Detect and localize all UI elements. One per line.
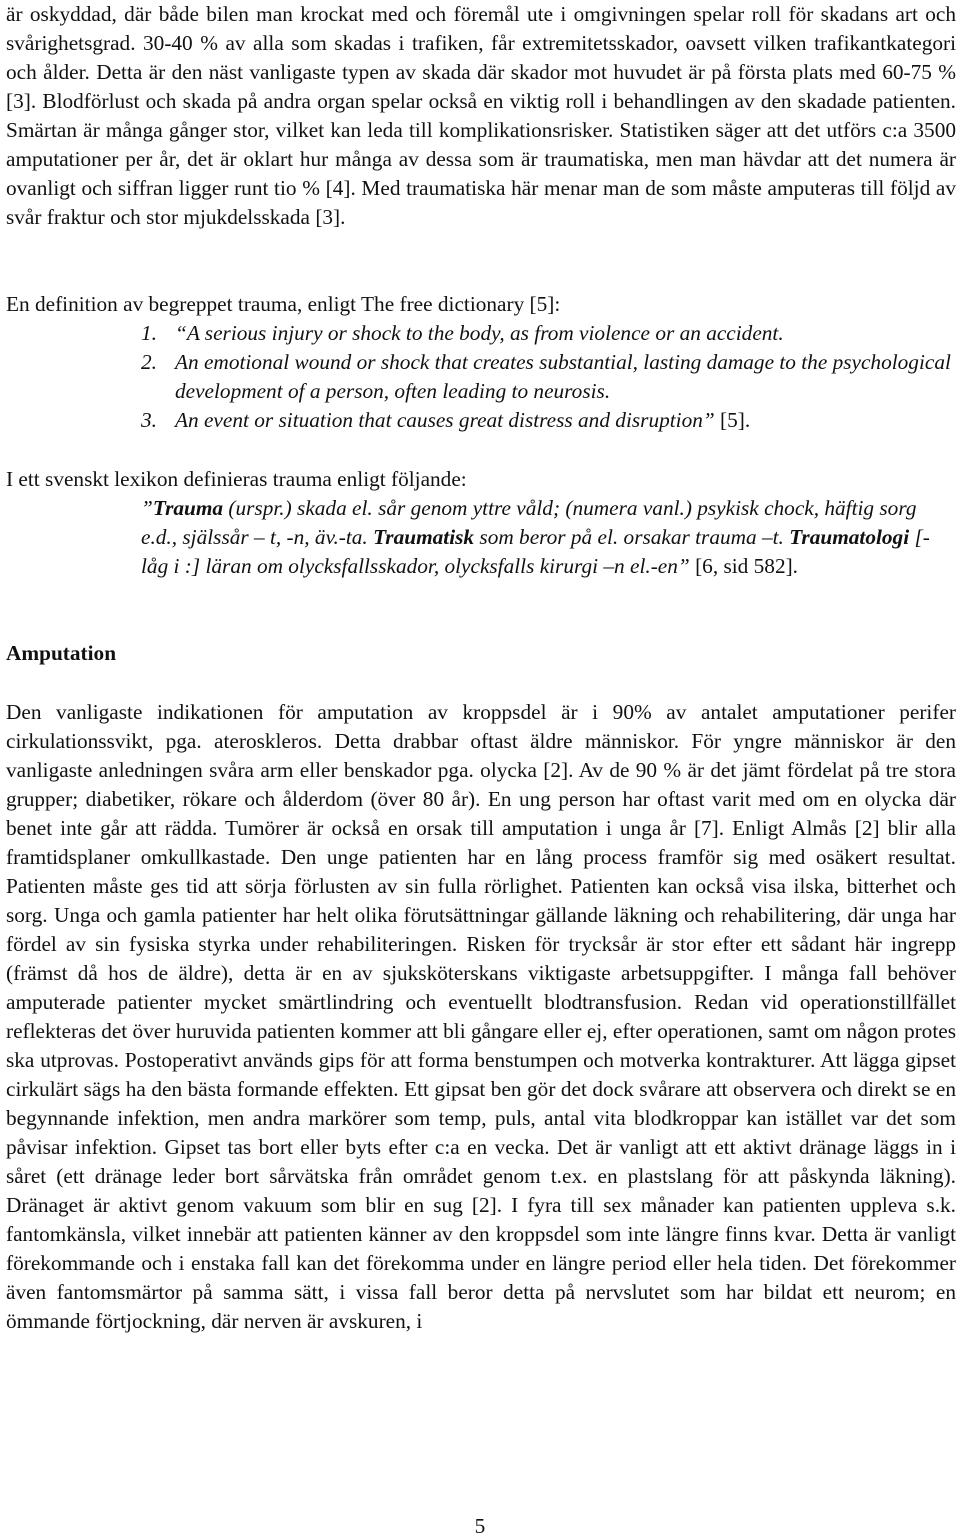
definition-intro: En definition av begreppet trauma, enligt The free dictionary [5]: — [6, 292, 561, 316]
definition-list — [6, 319, 956, 435]
list-item-number: 3. — [141, 408, 157, 432]
spacer — [6, 232, 956, 290]
lexicon-intro: I ett svenskt lexikon definieras trauma enligt följande: — [6, 467, 467, 491]
list-item-number: 1. — [141, 321, 157, 345]
spacer — [6, 581, 956, 639]
list-item — [6, 319, 956, 348]
list-item — [6, 348, 956, 406]
spacer — [6, 668, 956, 698]
lexicon-term: Traumatisk — [373, 525, 475, 549]
page-number: 5 — [474, 1514, 486, 1538]
lexicon-term: Traumatologi — [789, 525, 910, 549]
document-page — [6, 0, 956, 1336]
list-item-text: “A serious injury or shock to the body, as from violence or an accident. — [175, 321, 784, 345]
list-item — [6, 406, 956, 435]
intro-paragraph: är oskyddad, där både bilen man krockat med och föremål ute i omgivningen spelar roll för skadans art och svårighetsgrad. 30-40 % av alla som skadas i trafiken, får extremitetsskador, oavsett vilken trafikantkategori och ålder. Detta är den näst vanligaste typen av skada där skador mot huvudet är på första plats med 60-75 % [3]. Blodförlust och skada på andra organ spelar också en viktig roll i behandlingen av den skadade patienten. Smärtan är många gånger stor, vilket kan leda till komplikationsrisker. Statistiken säger att det utförs c:a 3500 amputationer per år, det är oklart hur många av dessa som är traumatiska, men man hävdar att det numera är ovanligt och siffran ligger runt tio % [4]. Med traumatiska här menar man de som måste amputeras till följd av svår fraktur och stor mjukdelsskada [3]. — [6, 2, 956, 229]
lexicon-text: som beror på el. orsakar trauma –t. — [474, 525, 790, 549]
list-item-number: 2. — [141, 350, 157, 374]
lexicon-open-quote: ” — [141, 496, 153, 520]
lexicon-text: [-låg i :] läran om olycksfallsskador, olycksfalls kirurgi –n el.-en” — [141, 525, 930, 578]
lexicon-quote — [141, 494, 956, 581]
citation: [5]. — [714, 408, 751, 432]
lexicon-term: Trauma — [152, 496, 224, 520]
list-item-text — [175, 406, 955, 435]
spacer — [6, 435, 956, 465]
amputation-paragraph: Den vanligaste indikationen för amputation av kroppsdel är i 90% av antalet amputationer perifer cirkulationssvikt, pga. ateroskleros. Detta drabbar oftast äldre människor. För yngre människor är den vanligaste anledningen svåra arm eller benskador pga. olycka [2]. Av de 90 % är det jämt fördelat på tre stora grupper; diabetiker, rökare och ålderdom (över 80 år). En ung person har oftast varit med om en olycka där benet inte går att rädda. Tumörer är också en orsak till amputation i unga år [7]. Enligt Almås [2] blir alla framtidsplaner omkullkastade. Den unge patienten har en lång process framför sig med osäkert resultat. Patienten måste ges tid att sörja förlusten av sin fulla rörlighet. Patienten kan också visa ilska, bitterhet och sorg. Unga och gamla patienter har helt olika förutsättningar gällande läkning och rehabilitering, där unga har fördel av sin fysiska styrka under rehabiliteringen. Risken för trycksår är stor efter ett sådant här ingrepp (främst då hos de äldre), detta är en av sjuksköterskans viktigaste arbetsuppgifter. I många fall behöver amputerade patienter mycket smärtlindring och eventuellt blodtransfusion. Redan vid operationstillfället reflekteras det över huruvida patienten kommer att bli gångare eller ej, efter operationen, samt om någon protes ska utprovas. Postoperativt används gips för att forma benstumpen och motverka kontrakturer. Att lägga gipset cirkulärt sägs ha den bästa formande effekten. Ett gipsat ben gör det dock svårare att observera och direkt se en begynnande infektion, men andra markörer som temp, puls, antal vita blodkroppar kan istället var det som påvisar infektion. Gipset tas bort eller byts efter c:a en vecka. Det är vanligt att ett aktivt dränage läggs in i såret (ett dränage leder bort sårvätska från området genom t.ex. en plastslang för att påskynda läkning). Dränaget är aktivt genom vakuum som blir en sug [2]. I fyra till sex månader kan patienten uppleva s.k. fantomkänsla, vilket innebär att patienten känner av den kroppsdel som inte längre finns kvar. Detta är vanligt förekommande och i enstaka fall kan det förekomma under en längre period eller hela tiden. Det förekommer även fantomsmärtor på samma sätt, i vissa fall beror detta på nervslutet som har bildat ett neurom; en ömmande förtjockning, där nerven är avskuren, i — [6, 700, 956, 1333]
section-heading: Amputation — [6, 641, 117, 665]
list-item-text: An emotional wound or shock that creates substantial, lasting damage to the psychological development of a person, often leading to neurosis. — [175, 350, 951, 403]
citation: [6, sid 582]. — [689, 554, 799, 578]
lexicon-text: (urspr.) skada el. sår genom yttre våld; (numera vanl.) psykisk chock, häftig sorg e.d., själssår – t, -n, äv.-ta. — [141, 496, 917, 549]
list-item-quote: An event or situation that causes great distress and disruption” — [175, 408, 715, 432]
